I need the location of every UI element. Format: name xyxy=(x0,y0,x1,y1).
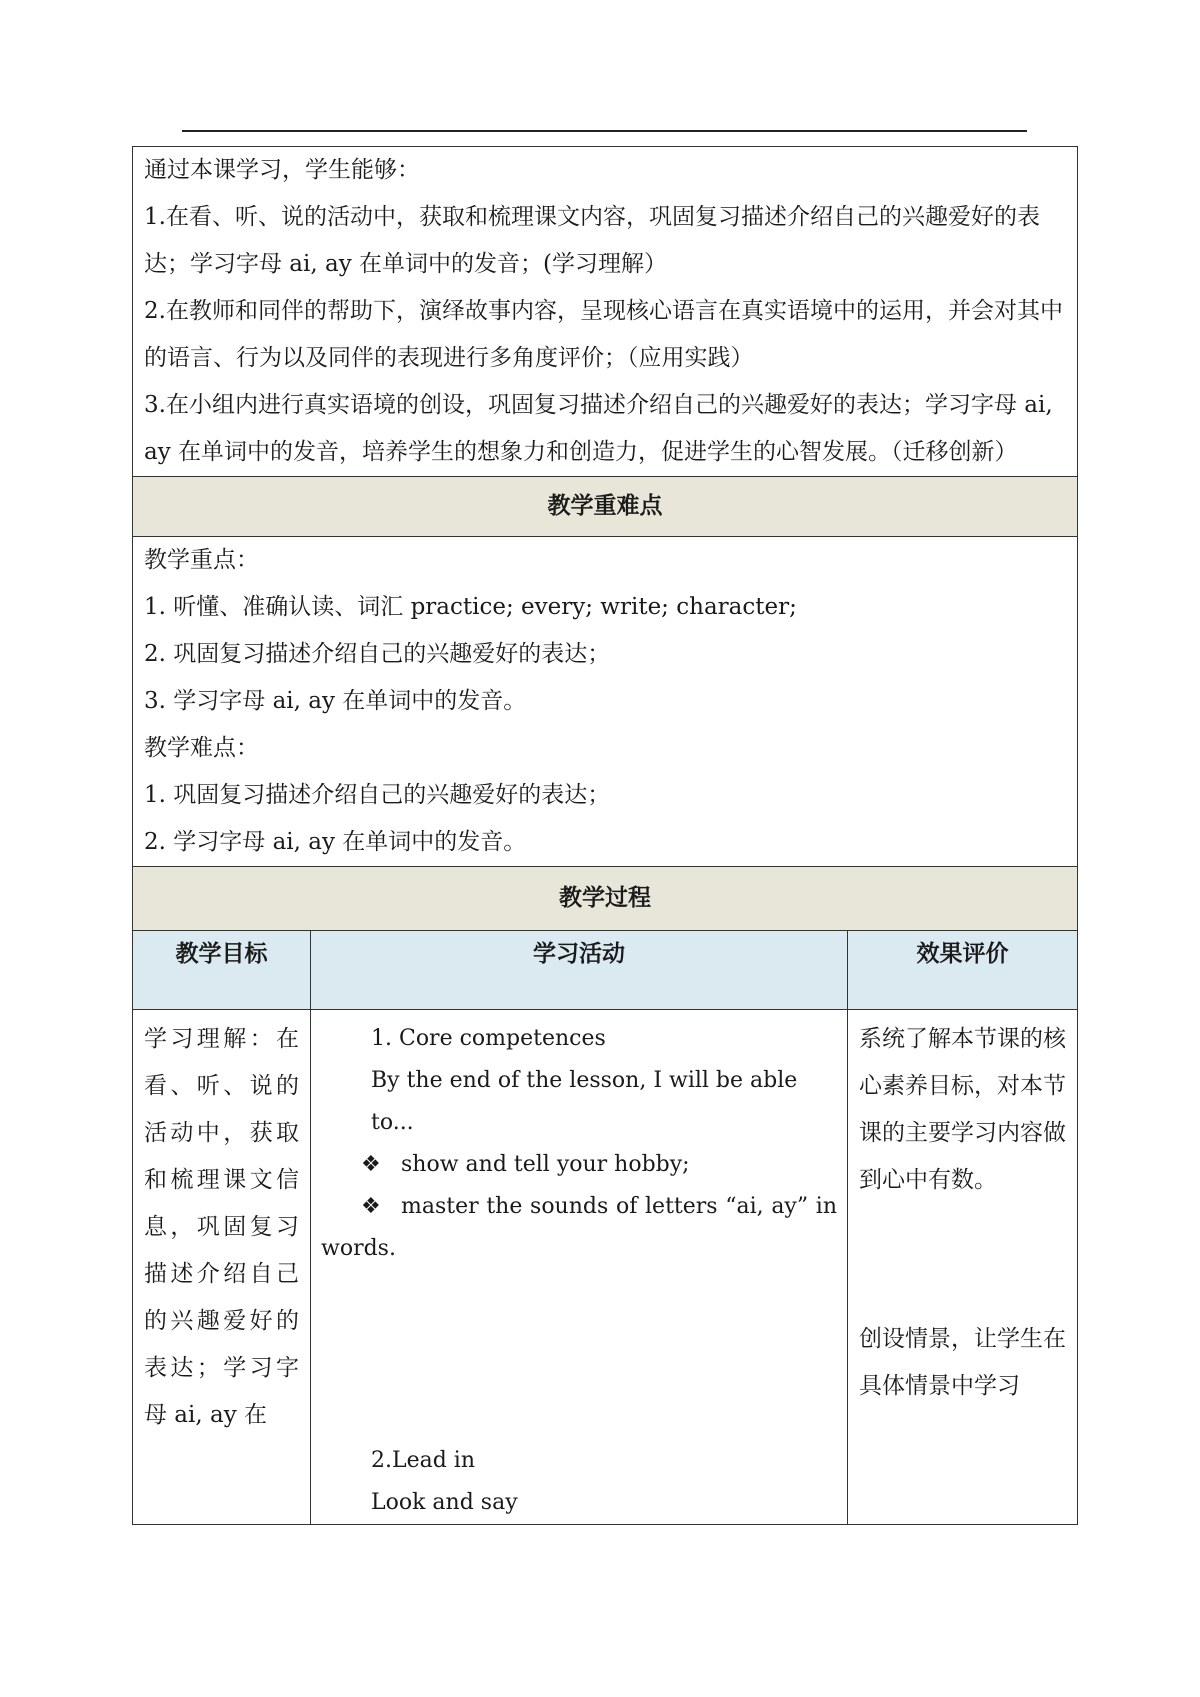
key-points-row xyxy=(133,537,1078,867)
objective-item: 2.在教师和同伴的帮助下，演绎故事内容，呈现核心语言在真实语境中的运用，并会对其中的语言、行为以及同伴的表现进行多角度评价；（应用实践） xyxy=(144,298,1063,371)
step1-intro: By the end of the lesson, I will be able to... xyxy=(371,1068,798,1135)
goal-cell xyxy=(133,1010,311,1525)
spacer xyxy=(321,1270,837,1440)
step2-title: 2.Lead in xyxy=(371,1448,476,1473)
difficulty-label: 教学难点： xyxy=(144,735,259,761)
bullet-item xyxy=(321,1144,837,1186)
evaluation-cell xyxy=(848,1010,1078,1525)
key-points-header-row xyxy=(133,477,1078,537)
spacer xyxy=(859,1204,1066,1316)
evaluation-text-2: 创设情景，让学生在具体情景中学习 xyxy=(859,1326,1066,1399)
key-points-cell xyxy=(133,537,1078,867)
bullet-text: show and tell your hobby; xyxy=(401,1152,690,1177)
focus-item: 1. 听懂、准确认读、词汇 practice; every; write; character; xyxy=(144,594,797,620)
diamond-bullet-icon: ❖ xyxy=(361,1194,381,1219)
bullet-item xyxy=(321,1186,837,1270)
objective-item: 1.在看、听、说的活动中，获取和梳理课文内容，巩固复习描述介绍自己的兴趣爱好的表达；学习字母 ai, ay 在单词中的发音；(学习理解） xyxy=(144,204,1040,277)
activity-cell xyxy=(311,1010,848,1525)
process-header-row xyxy=(133,867,1078,931)
difficulty-item: 1. 巩固复习描述介绍自己的兴趣爱好的表达； xyxy=(144,782,611,808)
process-row xyxy=(133,1010,1078,1525)
difficulty-item: 2. 学习字母 ai, ay 在单词中的发音。 xyxy=(144,829,527,855)
focus-item: 2. 巩固复习描述介绍自己的兴趣爱好的表达； xyxy=(144,641,611,667)
goal-text: 学习理解：在看、听、说的活动中，获取和梳理课文信息，巩固复习描述介绍自己的兴趣爱好的表达；学习字母 ai, ay 在 xyxy=(144,1026,299,1428)
step1-title: 1. Core competences xyxy=(371,1026,606,1051)
lesson-plan-table xyxy=(132,146,1078,1525)
objectives-cell xyxy=(133,147,1078,477)
key-points-title: 教学重难点 xyxy=(133,477,1078,537)
column-header-evaluation: 效果评价 xyxy=(848,931,1078,1010)
column-header-goal: 教学目标 xyxy=(133,931,311,1010)
process-column-headers xyxy=(133,931,1078,1010)
column-header-activity: 学习活动 xyxy=(311,931,848,1010)
diamond-bullet-icon: ❖ xyxy=(361,1152,381,1177)
step2-sub: Look and say xyxy=(371,1490,518,1515)
objectives-intro: 通过本课学习，学生能够： xyxy=(144,157,420,183)
focus-label: 教学重点： xyxy=(144,547,259,573)
objectives-row xyxy=(133,147,1078,477)
evaluation-text-1: 系统了解本节课的核心素养目标，对本节课的主要学习内容做到心中有数。 xyxy=(859,1026,1066,1193)
bullet-text: master the sounds of letters “ai, ay” in words. xyxy=(321,1194,837,1261)
focus-item: 3. 学习字母 ai, ay 在单词中的发音。 xyxy=(144,688,527,714)
objective-item: 3.在小组内进行真实语境的创设，巩固复习描述介绍自己的兴趣爱好的表达；学习字母 ai, ay 在单词中的发音，培养学生的想象力和创造力，促进学生的心智发展。（迁移创新） xyxy=(144,392,1053,465)
process-title: 教学过程 xyxy=(133,867,1078,931)
header-rule xyxy=(182,130,1027,132)
